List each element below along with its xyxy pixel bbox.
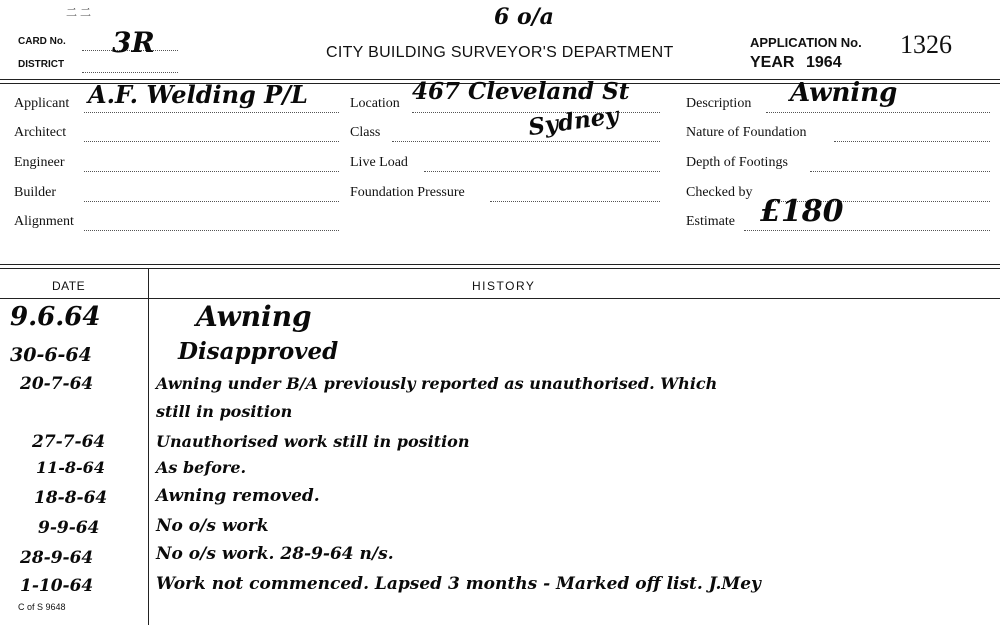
depth-of-footings-label: Depth of Footings	[686, 155, 788, 170]
nature-of-foundation-line	[834, 141, 990, 142]
district-line	[82, 72, 178, 73]
class-line	[392, 141, 660, 142]
table-header-rule	[0, 298, 1000, 299]
applicant-label: Applicant	[14, 96, 70, 111]
estimate-value: £180	[760, 194, 844, 229]
location-label: Location	[350, 96, 400, 111]
table-row-history: Awning removed.	[156, 486, 320, 506]
table-row-history: still in position	[156, 402, 293, 421]
top-mark: 6 o/a	[494, 4, 554, 30]
table-row-date: 1-10-64	[20, 576, 94, 596]
estimate-label: Estimate	[686, 214, 735, 229]
table-row-date: 9-9-64	[38, 518, 100, 538]
foundation-pressure-line	[490, 201, 660, 202]
architect-line	[84, 141, 339, 142]
depth-of-footings-line	[810, 171, 990, 172]
table-rule-top	[0, 264, 1000, 265]
table-row-history: As before.	[156, 458, 247, 477]
table-row-history: Awning under B/A previously reported as unauthorised. Which	[156, 374, 718, 393]
history-header: HISTORY	[472, 279, 536, 293]
table-row-date: 18-8-64	[34, 488, 108, 508]
description-label: Description	[686, 96, 752, 111]
builder-label: Builder	[14, 185, 56, 200]
corner-mark: 二 二	[66, 7, 92, 19]
form-code: C of S 9648	[18, 602, 66, 612]
application-label: APPLICATION No.	[750, 35, 862, 50]
date-header: DATE	[52, 279, 86, 293]
applicant-value: A.F. Welding P/L	[88, 80, 308, 109]
table-row-date: 11-8-64	[36, 458, 105, 477]
table-row-date: 27-7-64	[32, 432, 106, 452]
table-row-history: No o/s work. 28-9-64 n/s.	[156, 544, 394, 564]
card-no-value: 3R	[112, 26, 155, 59]
date-column-divider	[148, 269, 149, 625]
description-value: Awning	[790, 78, 898, 108]
engineer-line	[84, 171, 339, 172]
table-row-history: Work not commenced. Lapsed 3 months - Marked off list. J.Mey	[156, 574, 761, 594]
location-value-2: Sydney	[526, 101, 621, 142]
application-number: 1326	[900, 30, 952, 59]
table-row-date: 30-6-64	[10, 344, 92, 366]
card-no-label: CARD No.	[18, 36, 66, 47]
applicant-line	[84, 112, 339, 113]
architect-label: Architect	[14, 125, 67, 140]
live-load-line	[424, 171, 660, 172]
district-label: DISTRICT	[18, 59, 65, 70]
location-value: 467 Cleveland St	[412, 78, 630, 105]
class-label: Class	[350, 125, 381, 140]
department-title: CITY BUILDING SURVEYOR'S DEPARTMENT	[326, 44, 674, 61]
table-row-history: No o/s work	[156, 516, 269, 536]
nature-of-foundation-label: Nature of Foundation	[686, 125, 807, 140]
year-label: YEAR	[750, 54, 795, 71]
table-rule-top-2	[0, 268, 1000, 269]
builder-line	[84, 201, 339, 202]
foundation-pressure-label: Foundation Pressure	[350, 185, 465, 200]
checked-by-label: Checked by	[686, 185, 753, 200]
description-line	[766, 112, 990, 113]
live-load-label: Live Load	[350, 155, 408, 170]
table-row-date: 28-9-64	[20, 548, 94, 568]
table-row-date: 20-7-64	[20, 374, 94, 394]
table-row-history: Awning	[196, 300, 312, 333]
table-row-date: 9.6.64	[10, 302, 101, 332]
engineer-label: Engineer	[14, 155, 65, 170]
estimate-line	[744, 230, 990, 231]
table-row-history: Disapproved	[178, 338, 339, 365]
table-row-history: Unauthorised work still in position	[156, 432, 470, 451]
alignment-line	[84, 230, 339, 231]
alignment-label: Alignment	[14, 214, 74, 229]
year-value: 1964	[806, 54, 842, 71]
